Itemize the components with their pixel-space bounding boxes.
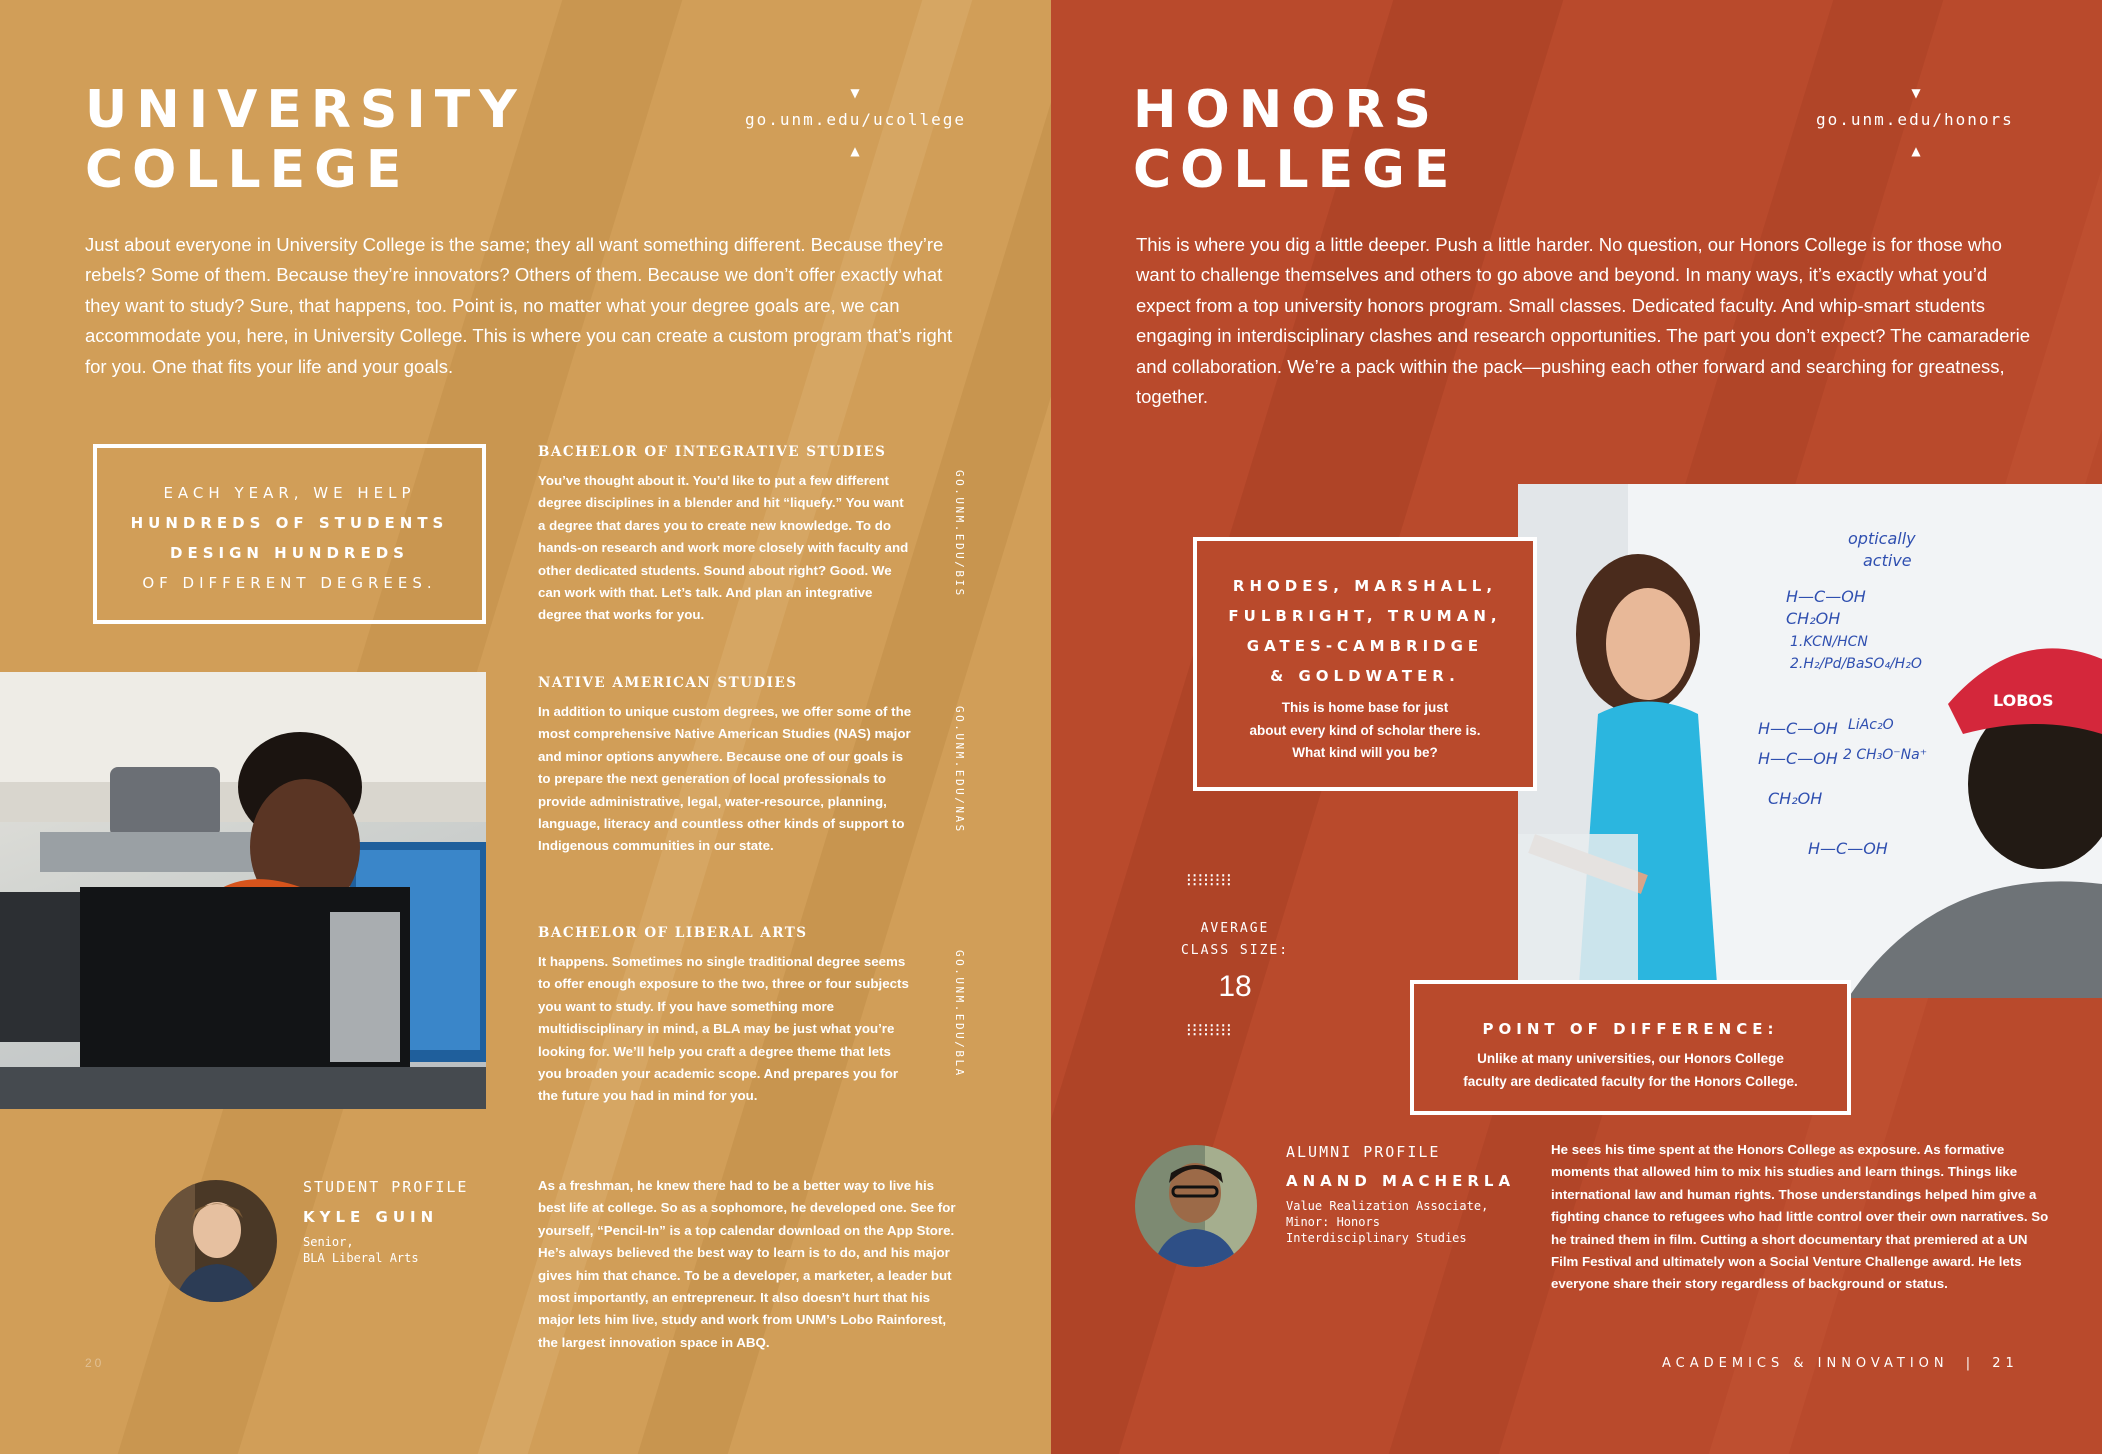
section-url[interactable]: GO.UNM.EDU/BIS [953, 470, 966, 598]
profile-label: ALUMNI PROFILE [1286, 1143, 1441, 1161]
profile-role-line: Senior, [303, 1235, 354, 1249]
callout-line: FULBRIGHT, TRUMAN, [1228, 607, 1502, 625]
callout-sub-line: This is home base for just [1281, 700, 1449, 715]
stat-value: 18 [1218, 970, 1252, 1003]
intro-paragraph: This is where you dig a little deeper. Push a little harder. No question, our Honors College is for those who want to challenge themselves and others to go above and beyond. In many ways, it’s exactly what you’d expect from a top university honors program. Small classes. Dedicated faculty. And whip-smart students engaging in interdisciplinary clashes and research opportunities. The part you don’t expect? The camaraderie and collaboration. We’re a pack within the pack—pushing each other forward and searching for greatness, together. [1136, 234, 2031, 408]
whiteboard-note: active [1863, 551, 1912, 570]
callout-subtext [1197, 697, 1533, 765]
whiteboard-note: H—C—OH [1758, 749, 1838, 768]
whiteboard-note: 2 CH₃O⁻Na⁺ [1843, 747, 1928, 763]
title-line: COLLEGE [1133, 140, 1459, 200]
section-heading: BACHELOR OF LIBERAL ARTS [538, 925, 808, 941]
title-line: UNIVERSITY [85, 80, 526, 140]
avatar [155, 1180, 277, 1302]
flourish-icon: ▲ [1911, 144, 1921, 158]
title-line: COLLEGE [85, 140, 411, 200]
footer-separator: | [1965, 1356, 1976, 1371]
section-heading: BACHELOR OF INTEGRATIVE STUDIES [538, 444, 887, 460]
profile-role [1286, 1198, 1488, 1246]
whiteboard-note: LiAc₂O [1848, 717, 1894, 733]
college-url[interactable]: go.unm.edu/honors [1816, 110, 2014, 129]
whiteboard-note: optically [1848, 529, 1916, 548]
point-text [1414, 1048, 1847, 1093]
flourish-icon: ▼ [1911, 86, 1921, 100]
whiteboard-note: H—C—OH [1808, 839, 1888, 858]
callout-line: EACH YEAR, WE HELP [163, 484, 416, 502]
callout-line: OF DIFFERENT DEGREES. [142, 574, 437, 592]
profile-story: As a freshman, he knew there had to be a better way to live his best life at college. So as a sophomore, he developed one. See for yourself, “Pencil-In” is a top calendar download on the App Store. He’s always believed the best way to learn is to do, and his major gives him that chance. To be a developer, a marketer, a leader but most importantly, an entrepreneur. It also doesn’t hurt that his major lets him live, study and work from UNM’s Lobo Rainforest, the largest innovation space in ABQ. [538, 1178, 956, 1350]
whiteboard-note: H—C—OH [1758, 719, 1838, 738]
program-sections [538, 675, 913, 858]
callout-line: RHODES, MARSHALL, [1232, 577, 1498, 595]
callout-box [93, 444, 486, 624]
page-number: 20 [85, 1356, 105, 1370]
honors-classroom-photo [1518, 484, 2102, 998]
callout-line: DESIGN HUNDREDS [170, 544, 409, 562]
stat-label-line: CLASS SIZE: [1180, 943, 1290, 958]
program-sections [538, 925, 913, 1108]
whiteboard-note: 2.H₂/Pd/BaSO₄/H₂O [1790, 656, 1922, 672]
section-body: In addition to unique custom degrees, we offer some of the most comprehensive Native American Studies (NAS) major and minor options anywhere. Because one of our goals is to prepare the next generation of local professionals to provide administrative, legal, water-resource, planning, language, literacy and countless other kinds of support to Indigenous communities in our state. [538, 704, 912, 854]
profile-story: He sees his time spent at the Honors College as exposure. As formative moments that allowed him to mix his studies and learn things. Things like international law and human rights. Those understandings helped him give a fighting chance to refugees who had little control over their own narratives. So he trained them in film. Cutting a short documentary that premiered at a UN Film Festival and ultimately won a Social Venture Challenge award. He lets everyone share their story regardless of background or status. [1551, 1142, 2049, 1292]
point-heading: POINT OF DIFFERENCE: [1482, 1020, 1779, 1038]
point-line: faculty are dedicated faculty for the Honors College. [1463, 1073, 1798, 1089]
college-url[interactable]: go.unm.edu/ucollege [745, 110, 967, 129]
section-body: You’ve thought about it. You’d like to put a few different degree disciplines in a blender and hit “liquefy.” You want a degree that dares you to create new knowledge. To do hands-on research and work more closely with faculty and other dedicated students. Sound about right? Good. We can work with that. Let’s talk. And plan an integrative degree that works for you. [538, 473, 909, 623]
profile-name: ANAND MACHERLA [1286, 1172, 1516, 1190]
footer [1662, 1356, 2019, 1371]
callout-line: & GOLDWATER. [1270, 667, 1460, 685]
avatar-illustration [155, 1180, 277, 1302]
whiteboard-note: 1.KCN/HCN [1790, 634, 1868, 650]
stat-label-line: AVERAGE [1200, 921, 1270, 936]
section-url[interactable]: GO.UNM.EDU/BLA [953, 950, 966, 1078]
section-url[interactable]: GO.UNM.EDU/NAS [953, 706, 966, 834]
avatar-illustration [1135, 1145, 1257, 1267]
section-body: It happens. Sometimes no single traditional degree seems to offer enough exposure to the two, three or four subjects you want to study. If you have something more multidisciplinary in mind, a BLA may be just what you’re looking for. We’ll help you craft a degree theme that lets you broaden your academic scope. And prepares you for the future you had in mind for you. [538, 954, 909, 1104]
tassel-ornament-icon: ⁝⁝⁝⁝⁝⁝⁝⁝ [1186, 1020, 1232, 1040]
profile-role-line: BLA Liberal Arts [303, 1251, 419, 1265]
whiteboard-note: CH₂OH [1768, 789, 1823, 808]
page-number: 21 [1992, 1356, 2019, 1371]
callout-line: GATES-CAMBRIDGE [1246, 637, 1484, 655]
footer-label: ACADEMICS & INNOVATION [1662, 1356, 1949, 1371]
callout-sub-line: about every kind of scholar there is. [1249, 722, 1481, 738]
photo-illustration [1518, 484, 2102, 998]
tassel-ornament-icon: ⁝⁝⁝⁝⁝⁝⁝⁝ [1186, 870, 1232, 890]
cap-logo-text: LOBOS [1993, 691, 2054, 710]
callout-sub-line: What kind will you be? [1292, 745, 1438, 760]
student-computer-photo [0, 672, 486, 1109]
callout-box [1193, 537, 1537, 791]
profile-name: KYLE GUIN [303, 1208, 439, 1226]
whiteboard-note: H—C—OH [1786, 587, 1866, 606]
stat-label [1171, 918, 1299, 962]
photo-illustration [0, 672, 486, 1109]
right-page-honors-college [1051, 0, 2102, 1454]
section-heading: NATIVE AMERICAN STUDIES [538, 675, 798, 691]
flourish-icon: ▼ [850, 86, 860, 100]
point-of-difference-box [1410, 980, 1851, 1115]
profile-role-line: Value Realization Associate, [1286, 1199, 1489, 1213]
profile-role-line: Interdisciplinary Studies [1286, 1231, 1467, 1245]
profile-role [303, 1234, 419, 1266]
page-title [85, 80, 526, 200]
whiteboard-note: CH₂OH [1786, 609, 1841, 628]
point-line: Unlike at many universities, our Honors College [1477, 1051, 1784, 1066]
profile-role-line: Minor: Honors [1286, 1215, 1380, 1229]
intro-paragraph: Just about everyone in University College is the same; they all want something different. Because they’re rebels? Some of them. Because they’re innovators? Others of them. Because we don’t offer exactly what they want to study? Sure, that happens, too. Point is, no matter what your degree goals are, we can accommodate you, here, in University College. This is where you can create a custom program that’s right for you. One that fits your life and your goals. [85, 234, 953, 377]
title-line: HONORS [1133, 80, 1440, 140]
avatar [1135, 1145, 1257, 1267]
page-title [1133, 80, 1458, 200]
callout-line: HUNDREDS OF STUDENTS [130, 514, 449, 532]
profile-label: STUDENT PROFILE [303, 1178, 469, 1196]
program-sections [538, 444, 913, 627]
flourish-icon: ▲ [850, 144, 860, 158]
